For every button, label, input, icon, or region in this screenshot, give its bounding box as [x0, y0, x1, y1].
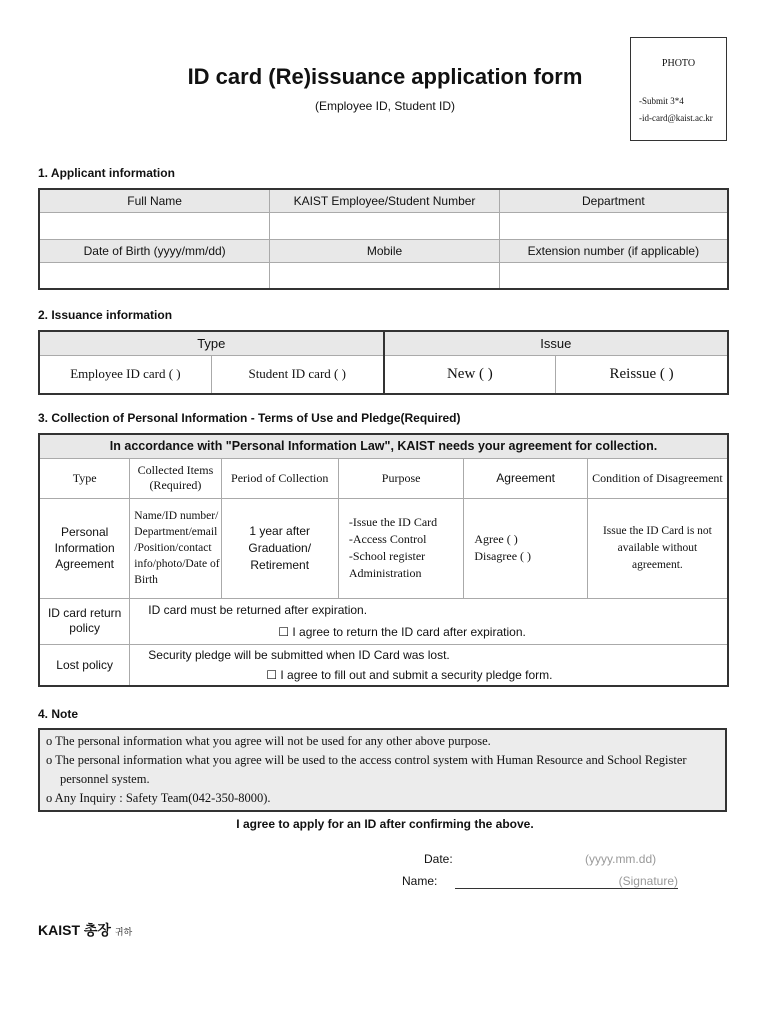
row-type: Personal Information Agreement: [39, 498, 130, 598]
photo-instruction-size: -Submit 3*4: [639, 96, 684, 106]
col-agreement: Agreement: [464, 458, 587, 498]
new-option[interactable]: New ( ): [384, 355, 556, 394]
addressee: [38, 920, 132, 940]
note-item: o Any Inquiry : Safety Team(042-350-8000).: [46, 791, 271, 805]
row-items: Name/ID number/ Department/email /Position/contact info/photo/Date of Birth: [130, 498, 221, 598]
return-policy-label: ID card return policy: [39, 598, 130, 644]
row-condition: Issue the ID Card is not available without agreement.: [587, 498, 728, 598]
department-header: Department: [499, 189, 728, 212]
col-period: Period of Collection: [221, 458, 338, 498]
employee-card-option[interactable]: Employee ID card ( ): [39, 355, 211, 394]
reissue-option[interactable]: Reissue ( ): [556, 355, 728, 394]
type-header: Type: [39, 331, 384, 355]
section4-heading: 4. Note: [38, 707, 79, 721]
section3-heading: 3. Collection of Personal Information - Terms of Use and Pledge(Required): [38, 411, 461, 425]
name-label: Name:: [402, 874, 438, 888]
return-policy-checkbox[interactable]: ☐ I agree to return the ID card after expiration.: [278, 625, 526, 639]
mobile-input[interactable]: [270, 262, 499, 289]
date-hint: (yyyy.mm.dd): [585, 852, 657, 866]
privacy-banner: In accordance with "Personal Information Law", KAIST needs your agreement for collection.: [39, 434, 728, 458]
issue-header: Issue: [384, 331, 728, 355]
purpose-school: -School register Administration: [348, 549, 426, 580]
disagree-option[interactable]: Disagree ( ): [474, 549, 532, 563]
extension-input[interactable]: [499, 262, 728, 289]
section2-heading: 2. Issuance information: [38, 308, 173, 322]
privacy-table: [38, 433, 729, 687]
page-subtitle: (Employee ID, Student ID): [314, 99, 456, 113]
row-period: 1 year after Graduation/ Retirement: [221, 498, 338, 598]
purpose-issue: -Issue the ID Card: [348, 515, 438, 529]
row-agreement: [464, 498, 587, 598]
note-item: o The personal information what you agree will be used to the access control system with Human Resource and School Register personnel system.: [46, 753, 687, 786]
col-purpose: Purpose: [338, 458, 464, 498]
col-items: Collected Items (Required): [130, 458, 221, 498]
birth-date-header: Date of Birth (yyyy/mm/dd): [39, 239, 270, 262]
extension-header: Extension number (if applicable): [499, 239, 728, 262]
agree-option[interactable]: Agree ( ): [474, 532, 518, 546]
page-title: ID card (Re)issuance application form: [187, 64, 583, 89]
addressee-name: KAIST 총장: [38, 922, 111, 938]
lost-policy-label: Lost policy: [39, 644, 130, 686]
confirmation-statement: I agree to apply for an ID after confirming the above.: [236, 817, 534, 831]
note-item: o The personal information what you agree will not be used for any other above purpose.: [46, 734, 491, 748]
signature-field[interactable]: (Signature): [455, 874, 678, 889]
student-card-option[interactable]: Student ID card ( ): [211, 355, 383, 394]
addressee-honorific: 귀하: [114, 927, 133, 937]
section1-heading: 1. Applicant information: [38, 166, 175, 180]
lost-policy-text: Security pledge will be submitted when ID Card was lost.: [148, 647, 450, 662]
row-purpose: [338, 498, 464, 598]
lost-policy-content: [130, 644, 728, 686]
return-policy-content: [130, 598, 728, 644]
full-name-header: Full Name: [39, 189, 270, 212]
return-policy-text: ID card must be returned after expiration.: [148, 603, 368, 617]
purpose-access: -Access Control: [348, 532, 427, 546]
photo-label: PHOTO: [661, 58, 696, 69]
photo-instruction-email: -id-card@kaist.ac.kr: [639, 113, 713, 123]
col-type: Type: [39, 458, 130, 498]
birth-date-input[interactable]: [39, 262, 270, 289]
department-input[interactable]: [499, 212, 728, 239]
full-name-input[interactable]: [39, 212, 270, 239]
date-label: Date:: [424, 852, 453, 866]
employee-number-header: KAIST Employee/Student Number: [270, 189, 499, 212]
col-condition: Condition of Disagreement: [587, 458, 728, 498]
photo-box[interactable]: [630, 37, 727, 141]
applicant-table: [38, 188, 729, 290]
note-box: [38, 728, 727, 812]
issuance-table: [38, 330, 729, 395]
lost-policy-checkbox[interactable]: ☐ I agree to fill out and submit a security pledge form.: [266, 667, 553, 682]
employee-number-input[interactable]: [270, 212, 499, 239]
mobile-header: Mobile: [270, 239, 499, 262]
